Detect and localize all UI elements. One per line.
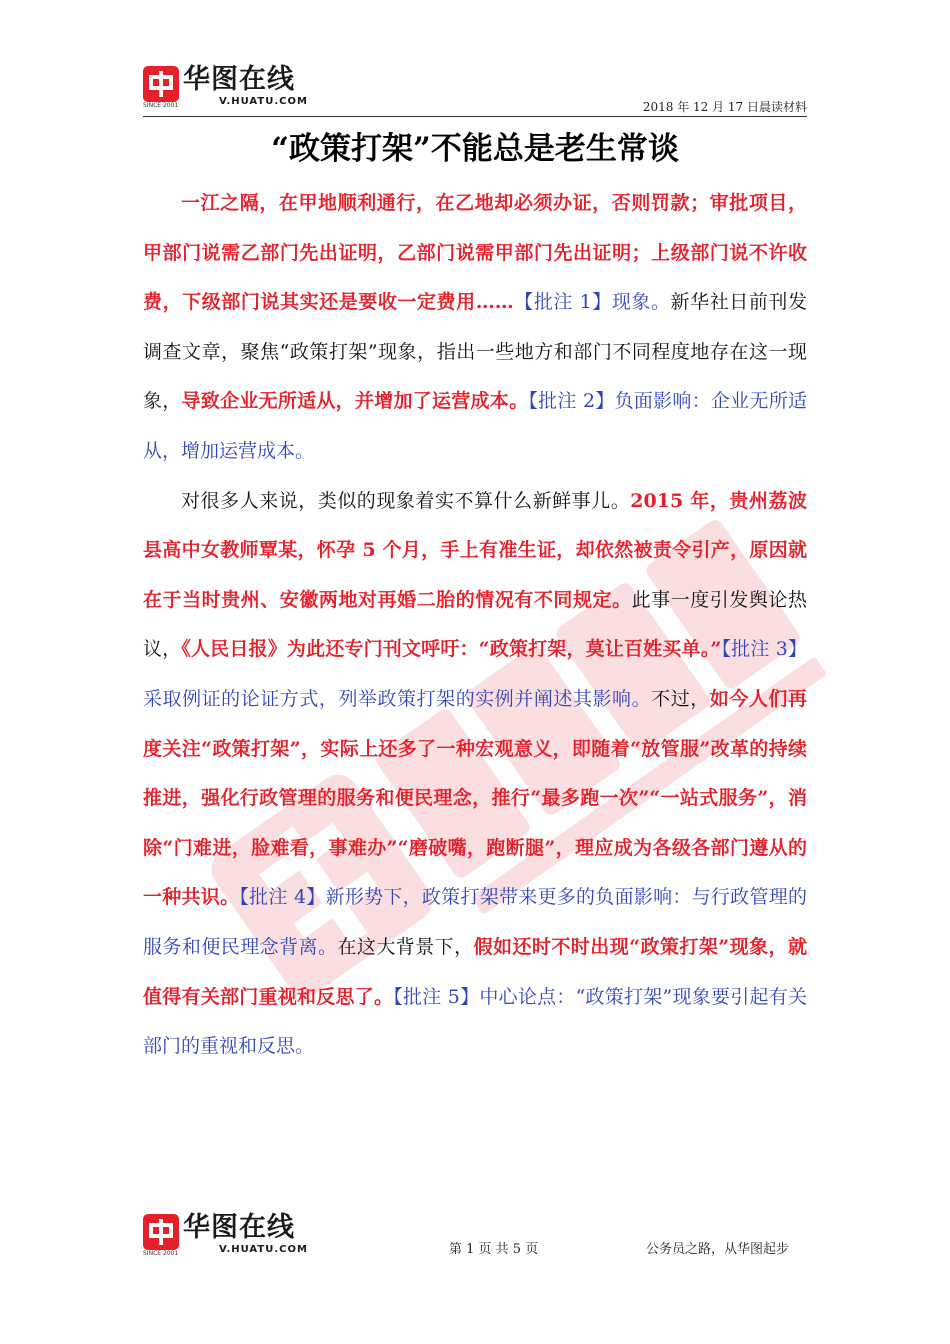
annotation-text: 【批注 5】中心论点：“政策打架”现象要引起有关部门的重视和反思。 xyxy=(143,985,807,1058)
footer-brand-url: V.HUATU.COM xyxy=(219,1244,308,1255)
highlighted-text: 假如还时不时出现“政策打架”现象，就值得有关部门重视和反思了。 xyxy=(143,935,807,1008)
brand-name: 华图在线 xyxy=(183,64,295,95)
huatu-logo-icon xyxy=(143,66,179,102)
annotation-text: 【批注 1】现象。 xyxy=(513,291,671,314)
highlighted-text: 《人民日报》为此还专门刊文呼吁：“政策打架，莫让百姓买单。” xyxy=(181,638,722,661)
header-divider xyxy=(143,116,807,117)
footer-slogan: 公务员之路，从华图起步 xyxy=(645,1242,789,1257)
header-date: 2018 年 12 月 17 日晨读材料 xyxy=(642,100,807,114)
body-text: 对很多人来说，类似的现象着实不算什么新鲜事儿。 xyxy=(181,489,631,512)
body-text: 此事一度引发舆论热议， xyxy=(143,588,807,661)
huatu-logo-icon xyxy=(143,1214,179,1250)
page-title: “政策打架”不能总是老生常谈 xyxy=(271,131,679,167)
brand-since: SINCE 2001 xyxy=(143,102,179,109)
footer-brand-logo xyxy=(143,1212,343,1262)
footer-brand-since: SINCE 2001 xyxy=(143,1250,179,1257)
body-text: 不过， xyxy=(651,687,710,710)
footer-brand-name: 华图在线 xyxy=(183,1212,295,1243)
body-text: 新华社日前刊发调查文章，聚焦“政策打架”现象，指出一些地方和部门不同程度地存在这一现象， xyxy=(143,291,807,413)
highlighted-text: 2015 年，贵州荔波县高中女教师覃某，怀孕 5 个月，手上有准生证，却依然被责令引产，原因就在于当时贵州、安徽两地对再婚二胎的情况有不同规定。 xyxy=(143,489,807,611)
annotation-text: 【批注 3】采取例证的论证方式，列举政策打架的实例并阐述其影响。 xyxy=(143,638,807,710)
annotation-text: 【批注 2】负面影响：企业无所适从，增加运营成本。 xyxy=(143,390,807,462)
brand-url: V.HUATU.COM xyxy=(219,96,308,107)
article-body xyxy=(143,179,807,1072)
highlighted-text: 导致企业无所适从，并增加了运营成本。 xyxy=(181,390,529,413)
annotation-text: 【批注 4】新形势下，政策打架带来更多的负面影响：与行政管理的服务和便民理念背离。 xyxy=(143,886,807,958)
page-footer xyxy=(143,1212,807,1262)
body-text: 在这大背景下， xyxy=(337,935,474,958)
highlighted-text: 如今人们再度关注“政策打架”，实际上还多了一种宏观意义，即随着“放管服”改革的持续推进，强化行政管理的服务和便民理念，推行“最多跑一次”“一站式服务”，消除“门难进，脸难看，事难办”“磨破嘴，跑断腿”，理应成为各级各部门遵从的一种共识。 xyxy=(143,687,807,909)
brand-logo xyxy=(143,64,343,114)
page-header xyxy=(143,64,807,124)
page-number: 第 1 页 共 5 页 xyxy=(449,1242,539,1257)
paragraph xyxy=(143,179,807,477)
highlighted-text: 一江之隔，在甲地顺利通行，在乙地却必须办证，否则罚款；审批项目，甲部门说需乙部门先出证明，乙部门说需甲部门先出证明；上级部门说不许收费，下级部门说其实还是要收一定费用…… xyxy=(143,192,807,314)
paragraph xyxy=(143,477,807,1072)
